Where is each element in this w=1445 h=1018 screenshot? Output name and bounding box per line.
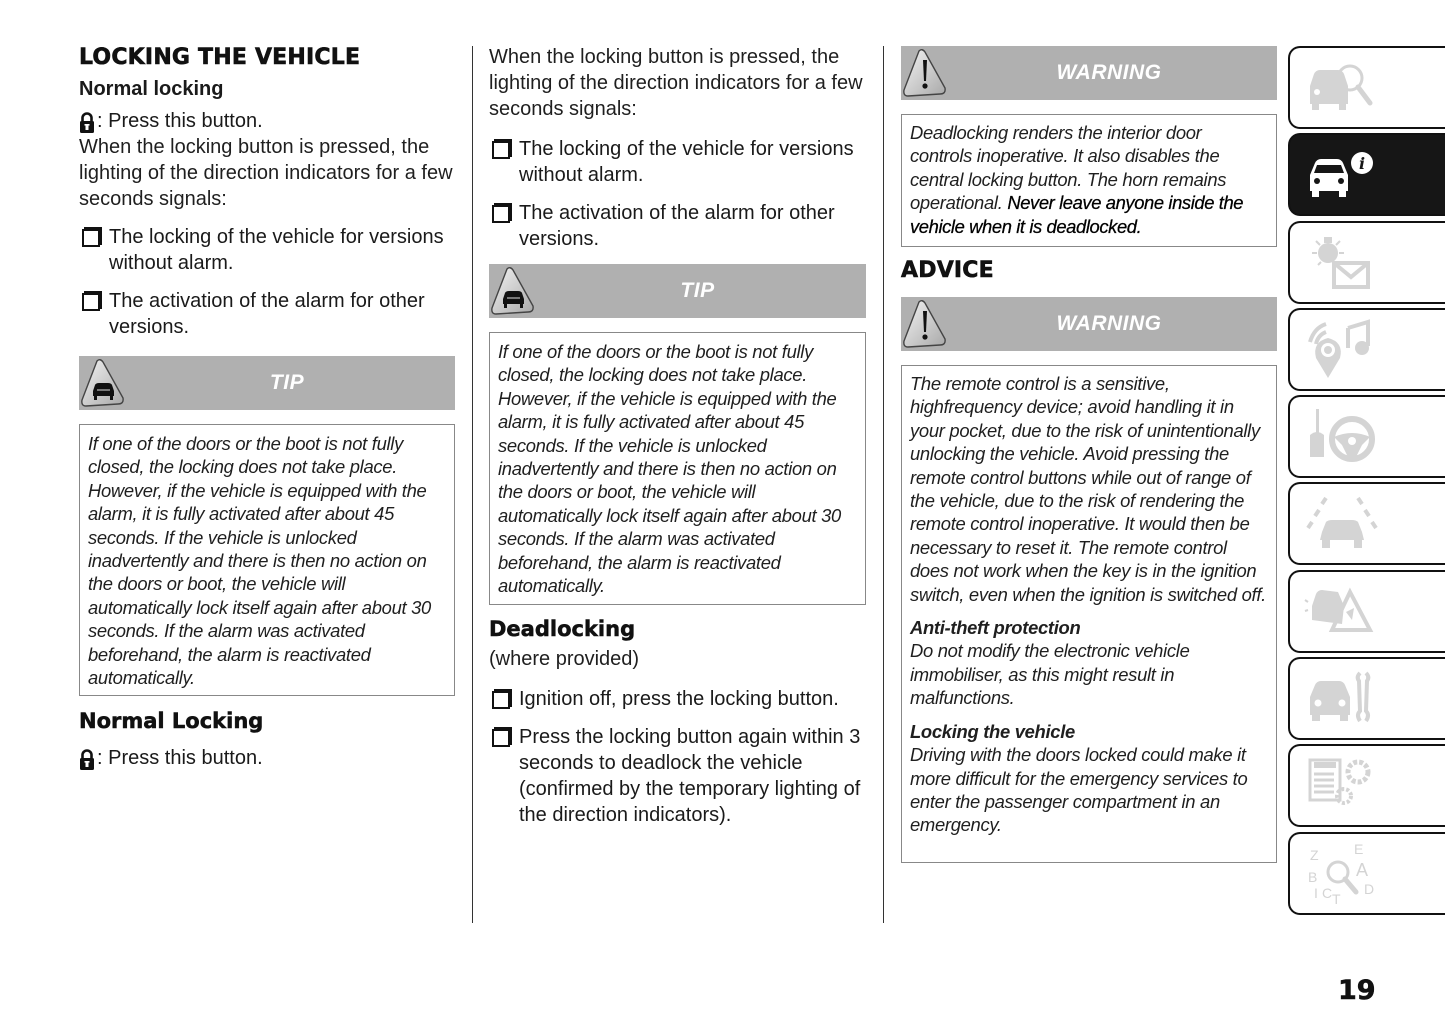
column-1 — [79, 44, 455, 771]
key-steering-wheel-icon — [1304, 405, 1384, 469]
lock-button-line — [79, 108, 455, 134]
bullet-list — [489, 136, 866, 252]
where-provided-note: (where provided) — [489, 648, 640, 670]
lock-button-line — [79, 745, 455, 771]
list-item: Press the locking button again within 3 seconds to deadlock the vehicle (confirmed by the temporary lighting of the direction indicators). — [489, 724, 866, 828]
tab-multimedia[interactable] — [1288, 308, 1445, 391]
svg-text:A: A — [1356, 859, 1369, 880]
intro-paragraph: When the locking button is pressed, the lighting of the direction indicators for a few seconds signals: — [79, 136, 453, 210]
svg-text:C: C — [1322, 884, 1333, 901]
car-emergency-triangle-icon — [1304, 580, 1384, 644]
tab-starting-driving[interactable] — [1288, 395, 1445, 478]
padlock-icon — [79, 112, 95, 134]
tab-maintenance[interactable] — [1288, 657, 1445, 740]
list-item: The locking of the vehicle for versions without alarm. — [79, 224, 455, 276]
svg-text:B: B — [1308, 868, 1318, 885]
warning-banner — [901, 297, 1277, 351]
column-3 — [901, 44, 1277, 863]
chapter-tabs — [1288, 46, 1445, 919]
padlock-icon — [79, 749, 95, 771]
tip-banner — [489, 264, 866, 318]
section-title-deadlocking: Deadlocking — [489, 617, 636, 641]
car-maintenance-wrench-icon — [1304, 667, 1384, 731]
warning-emphasis: Never leave anyone inside the vehicle when it is deadlocked. — [910, 192, 1244, 237]
multimedia-navigation-icon — [1304, 318, 1384, 382]
driving-lane-car-icon — [1304, 492, 1384, 556]
exclamation-triangle-icon — [903, 48, 947, 98]
bullet-list — [489, 686, 866, 828]
car-skid-triangle-icon — [81, 358, 125, 408]
column-divider — [472, 46, 473, 923]
checkbox-bullet-icon — [492, 691, 510, 709]
tip-text: If one of the doors or the boot is not fully closed, the locking does not take place. However, if the vehicle is equipped with the alarm, it is fully activated after about 45 seconds. If the vehicle is unlocked inadvertently and there is then no action on the doors or boot, the vehicle will automatically lock itself again after about 30 seconds. If the alarm was activated beforehand, the alarm is reactivated automatically. — [88, 433, 431, 689]
tab-index[interactable] — [1288, 832, 1445, 915]
tab-emergency[interactable] — [1288, 570, 1445, 653]
checkbox-bullet-icon — [82, 229, 100, 247]
svg-text:D: D — [1364, 880, 1375, 897]
tab-safety[interactable] — [1288, 482, 1445, 565]
lock-instruction: : Press this button. — [97, 110, 263, 132]
section-title-advice: ADVICE — [901, 258, 994, 283]
intro-paragraph: When the locking button is pressed, the lighting of the direction indicators for a few seconds signals: — [489, 46, 863, 120]
tip-text: If one of the doors or the boot is not fully closed, the locking does not take place. However, if the vehicle is equipped with the alarm, it is fully activated after about 45 seconds. If the vehicle is unlocked inadvertently and there is then no action on the doors or boot, the vehicle will automatically lock itself again after about 30 seconds. If the alarm was activated beforehand, the alarm is reactivated automatically. — [498, 341, 841, 597]
checkbox-bullet-icon — [492, 205, 510, 223]
subsection-title-normal-locking: Normal locking — [79, 78, 224, 100]
specifications-gears-icon — [1304, 754, 1384, 818]
list-item: The activation of the alarm for other versions. — [489, 200, 866, 252]
svg-text:Z: Z — [1310, 846, 1319, 863]
warning-note — [901, 114, 1277, 247]
tab-car-info[interactable] — [1288, 133, 1445, 216]
subsection-text-anti-theft: Do not modify the electronic vehicle immobiliser, as this might result in malfunctions. — [910, 640, 1190, 709]
warning-label: WARNING — [1056, 312, 1162, 335]
checkbox-bullet-icon — [492, 141, 510, 159]
svg-text:E: E — [1354, 841, 1364, 857]
tab-technical-data[interactable] — [1288, 744, 1445, 827]
lock-instruction: : Press this button. — [97, 747, 263, 769]
svg-text:i: i — [1358, 154, 1366, 174]
car-info-icon — [1304, 143, 1384, 207]
warning-note — [901, 365, 1277, 863]
bullet-list — [79, 224, 455, 340]
car-skid-triangle-icon — [491, 266, 535, 316]
page-number: 19 — [1338, 975, 1376, 1006]
section-title-locking-the-vehicle: LOCKING THE VEHICLE — [79, 45, 361, 70]
warning-label: WARNING — [1056, 61, 1162, 84]
column-2 — [489, 44, 866, 840]
list-item: The locking of the vehicle for versions without alarm. — [489, 136, 866, 188]
subsection-title-anti-theft: Anti-theft protection — [910, 617, 1081, 639]
subsection-text-locking-vehicle: Driving with the doors locked could make it more difficult for the emergency services to enter the passenger compartment in an emergency. — [910, 744, 1248, 836]
tip-note — [489, 332, 866, 605]
section-title-normal-locking: Normal Locking — [79, 709, 264, 733]
warning-text: Deadlocking renders the interior door controls inoperative. It also disables the central locking button. The horn remains operational. — [910, 122, 1227, 214]
warning-text: The remote control is a sensitive, highfrequency device; avoid handling it in your pocket, due to the risk of unintentionally unlocking the vehicle. Avoid pressing the remote control buttons while out of range of the vehicle, due to the risk of rendering the remote control inoperative. It would then be necessary to reset it. The remote control does not work when the key is in the ignition switch, even when the ignition is switched off. — [910, 373, 1266, 605]
car-search-icon — [1304, 56, 1384, 120]
alphabetical-index-icon — [1304, 842, 1384, 912]
tab-warning-lights-messages[interactable] — [1288, 221, 1445, 304]
svg-text:I: I — [1314, 884, 1318, 901]
column-divider — [883, 46, 884, 923]
checkbox-bullet-icon — [82, 293, 100, 311]
list-item: Ignition off, press the locking button. — [489, 686, 866, 712]
tip-note — [79, 424, 455, 696]
checkbox-bullet-icon — [492, 729, 510, 747]
tip-label: TIP — [269, 371, 305, 394]
list-item: The activation of the alarm for other versions. — [79, 288, 455, 340]
subsection-title-locking-vehicle: Locking the vehicle — [910, 720, 1075, 742]
tip-label: TIP — [680, 279, 715, 302]
warning-light-message-icon — [1304, 231, 1384, 295]
tip-banner — [79, 356, 455, 410]
tab-car-search[interactable] — [1288, 46, 1445, 129]
warning-banner — [901, 46, 1277, 100]
svg-text:T: T — [1332, 890, 1341, 907]
exclamation-triangle-icon — [903, 299, 947, 349]
